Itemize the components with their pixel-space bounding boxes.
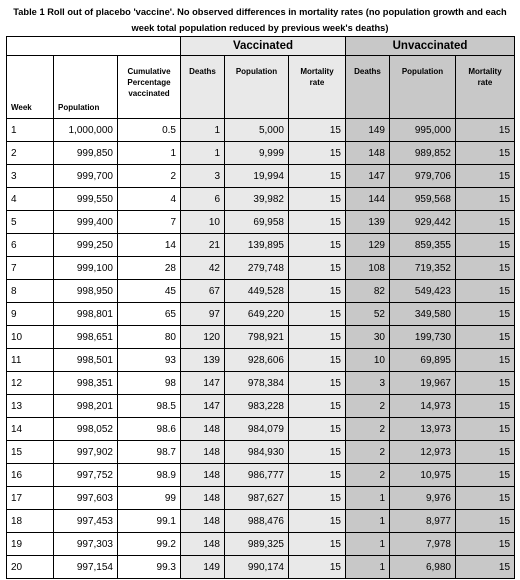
cell-vac-mortality: 15 bbox=[289, 533, 346, 556]
group-header-unvaccinated: Unvaccinated bbox=[346, 37, 515, 56]
cell-vac-mortality: 15 bbox=[289, 372, 346, 395]
cell-cumulative: 98 bbox=[118, 372, 181, 395]
cell-week: 1 bbox=[7, 119, 54, 142]
cell-unv-population: 8,977 bbox=[390, 510, 456, 533]
cell-unv-mortality: 15 bbox=[456, 234, 515, 257]
table-row bbox=[7, 257, 515, 280]
cell-vac-deaths: 97 bbox=[181, 303, 225, 326]
cell-unv-population: 14,973 bbox=[390, 395, 456, 418]
cell-week: 4 bbox=[7, 188, 54, 211]
cell-unv-deaths: 147 bbox=[346, 165, 390, 188]
cell-vac-deaths: 147 bbox=[181, 395, 225, 418]
cell-unv-deaths: 2 bbox=[346, 418, 390, 441]
cell-unv-population: 6,980 bbox=[390, 556, 456, 579]
cell-vac-population: 9,999 bbox=[225, 142, 289, 165]
cell-population: 999,250 bbox=[54, 234, 118, 257]
cell-vac-population: 69,958 bbox=[225, 211, 289, 234]
cell-unv-deaths: 108 bbox=[346, 257, 390, 280]
cell-week: 2 bbox=[7, 142, 54, 165]
cell-unv-deaths: 10 bbox=[346, 349, 390, 372]
cell-cumulative: 2 bbox=[118, 165, 181, 188]
cell-unv-mortality: 15 bbox=[456, 533, 515, 556]
cell-vac-deaths: 67 bbox=[181, 280, 225, 303]
cell-unv-deaths: 1 bbox=[346, 487, 390, 510]
cell-week: 18 bbox=[7, 510, 54, 533]
cell-week: 20 bbox=[7, 556, 54, 579]
cell-unv-deaths: 2 bbox=[346, 395, 390, 418]
group-header-blank bbox=[7, 37, 181, 56]
cell-unv-mortality: 15 bbox=[456, 441, 515, 464]
cell-week: 5 bbox=[7, 211, 54, 234]
cell-population: 997,453 bbox=[54, 510, 118, 533]
cell-cumulative: 80 bbox=[118, 326, 181, 349]
cell-vac-deaths: 148 bbox=[181, 418, 225, 441]
cell-unv-deaths: 30 bbox=[346, 326, 390, 349]
cell-vac-mortality: 15 bbox=[289, 395, 346, 418]
table-row bbox=[7, 372, 515, 395]
cell-unv-population: 549,423 bbox=[390, 280, 456, 303]
table-row bbox=[7, 533, 515, 556]
cell-vac-deaths: 148 bbox=[181, 487, 225, 510]
cell-unv-mortality: 15 bbox=[456, 510, 515, 533]
cell-vac-population: 990,174 bbox=[225, 556, 289, 579]
cell-unv-population: 349,580 bbox=[390, 303, 456, 326]
cell-vac-population: 798,921 bbox=[225, 326, 289, 349]
cell-week: 9 bbox=[7, 303, 54, 326]
col-header-population: Population bbox=[54, 56, 118, 119]
col-header-vac-population: Population bbox=[225, 56, 289, 119]
cell-population: 998,651 bbox=[54, 326, 118, 349]
cell-vac-population: 988,476 bbox=[225, 510, 289, 533]
cell-vac-population: 449,528 bbox=[225, 280, 289, 303]
cell-unv-deaths: 144 bbox=[346, 188, 390, 211]
cell-vac-mortality: 15 bbox=[289, 280, 346, 303]
cell-vac-deaths: 1 bbox=[181, 142, 225, 165]
cell-vac-mortality: 15 bbox=[289, 326, 346, 349]
cell-population: 998,801 bbox=[54, 303, 118, 326]
table-row bbox=[7, 326, 515, 349]
cell-unv-mortality: 15 bbox=[456, 303, 515, 326]
cell-population: 998,201 bbox=[54, 395, 118, 418]
cell-vac-deaths: 1 bbox=[181, 119, 225, 142]
table-row bbox=[7, 441, 515, 464]
cell-week: 6 bbox=[7, 234, 54, 257]
cell-vac-mortality: 15 bbox=[289, 165, 346, 188]
cell-unv-population: 10,975 bbox=[390, 464, 456, 487]
table-row bbox=[7, 418, 515, 441]
cell-week: 17 bbox=[7, 487, 54, 510]
cell-unv-mortality: 15 bbox=[456, 349, 515, 372]
cell-cumulative: 99.2 bbox=[118, 533, 181, 556]
cell-population: 997,303 bbox=[54, 533, 118, 556]
cell-unv-deaths: 82 bbox=[346, 280, 390, 303]
cell-cumulative: 99.3 bbox=[118, 556, 181, 579]
table-row bbox=[7, 142, 515, 165]
cell-vac-population: 983,228 bbox=[225, 395, 289, 418]
cell-vac-population: 19,994 bbox=[225, 165, 289, 188]
col-header-week: Week bbox=[7, 56, 54, 119]
table-row bbox=[7, 188, 515, 211]
cell-week: 3 bbox=[7, 165, 54, 188]
cell-unv-deaths: 3 bbox=[346, 372, 390, 395]
cell-population: 998,351 bbox=[54, 372, 118, 395]
cell-cumulative: 4 bbox=[118, 188, 181, 211]
cell-population: 997,154 bbox=[54, 556, 118, 579]
cell-vac-mortality: 15 bbox=[289, 556, 346, 579]
cell-week: 14 bbox=[7, 418, 54, 441]
cell-cumulative: 98.9 bbox=[118, 464, 181, 487]
cell-unv-population: 979,706 bbox=[390, 165, 456, 188]
cell-cumulative: 93 bbox=[118, 349, 181, 372]
col-header-unv-population: Population bbox=[390, 56, 456, 119]
cell-cumulative: 45 bbox=[118, 280, 181, 303]
cell-vac-mortality: 15 bbox=[289, 441, 346, 464]
cell-population: 999,100 bbox=[54, 257, 118, 280]
cell-vac-deaths: 147 bbox=[181, 372, 225, 395]
cell-cumulative: 7 bbox=[118, 211, 181, 234]
table-row bbox=[7, 556, 515, 579]
cell-unv-population: 995,000 bbox=[390, 119, 456, 142]
table-row bbox=[7, 487, 515, 510]
cell-week: 10 bbox=[7, 326, 54, 349]
col-header-unv-deaths: Deaths bbox=[346, 56, 390, 119]
cell-cumulative: 65 bbox=[118, 303, 181, 326]
cell-unv-deaths: 1 bbox=[346, 556, 390, 579]
cell-week: 15 bbox=[7, 441, 54, 464]
cell-unv-deaths: 148 bbox=[346, 142, 390, 165]
cell-unv-population: 7,978 bbox=[390, 533, 456, 556]
cell-unv-population: 959,568 bbox=[390, 188, 456, 211]
cell-vac-mortality: 15 bbox=[289, 487, 346, 510]
cell-week: 8 bbox=[7, 280, 54, 303]
cell-population: 999,850 bbox=[54, 142, 118, 165]
cell-unv-mortality: 15 bbox=[456, 326, 515, 349]
cell-unv-population: 69,895 bbox=[390, 349, 456, 372]
cell-unv-mortality: 15 bbox=[456, 487, 515, 510]
cell-vac-deaths: 42 bbox=[181, 257, 225, 280]
cell-vac-population: 986,777 bbox=[225, 464, 289, 487]
table-row bbox=[7, 349, 515, 372]
cell-unv-deaths: 149 bbox=[346, 119, 390, 142]
cell-week: 7 bbox=[7, 257, 54, 280]
cell-unv-deaths: 2 bbox=[346, 464, 390, 487]
cell-vac-mortality: 15 bbox=[289, 142, 346, 165]
cell-vac-mortality: 15 bbox=[289, 211, 346, 234]
cell-unv-population: 13,973 bbox=[390, 418, 456, 441]
cell-vac-deaths: 148 bbox=[181, 533, 225, 556]
table-row bbox=[7, 234, 515, 257]
cell-vac-mortality: 15 bbox=[289, 510, 346, 533]
cell-unv-mortality: 15 bbox=[456, 395, 515, 418]
cell-population: 999,550 bbox=[54, 188, 118, 211]
cell-vac-deaths: 3 bbox=[181, 165, 225, 188]
cell-unv-population: 859,355 bbox=[390, 234, 456, 257]
cell-unv-mortality: 15 bbox=[456, 418, 515, 441]
cell-vac-mortality: 15 bbox=[289, 464, 346, 487]
cell-week: 13 bbox=[7, 395, 54, 418]
cell-vac-deaths: 10 bbox=[181, 211, 225, 234]
col-header-vac-mortality: Mortality rate bbox=[289, 56, 346, 119]
mortality-table bbox=[6, 36, 515, 579]
cell-population: 1,000,000 bbox=[54, 119, 118, 142]
table-row bbox=[7, 510, 515, 533]
cell-unv-population: 12,973 bbox=[390, 441, 456, 464]
cell-unv-population: 19,967 bbox=[390, 372, 456, 395]
col-header-vac-deaths: Deaths bbox=[181, 56, 225, 119]
table-row bbox=[7, 211, 515, 234]
cell-vac-population: 984,079 bbox=[225, 418, 289, 441]
cell-unv-mortality: 15 bbox=[456, 165, 515, 188]
cell-unv-deaths: 52 bbox=[346, 303, 390, 326]
cell-unv-mortality: 15 bbox=[456, 280, 515, 303]
cell-unv-mortality: 15 bbox=[456, 142, 515, 165]
cell-population: 998,501 bbox=[54, 349, 118, 372]
cell-vac-population: 39,982 bbox=[225, 188, 289, 211]
cell-vac-population: 978,384 bbox=[225, 372, 289, 395]
cell-vac-deaths: 120 bbox=[181, 326, 225, 349]
cell-unv-mortality: 15 bbox=[456, 556, 515, 579]
cell-unv-population: 929,442 bbox=[390, 211, 456, 234]
cell-population: 998,950 bbox=[54, 280, 118, 303]
cell-vac-deaths: 148 bbox=[181, 441, 225, 464]
table-row bbox=[7, 119, 515, 142]
cell-cumulative: 99.1 bbox=[118, 510, 181, 533]
col-header-unv-mortality: Mortality rate bbox=[456, 56, 515, 119]
cell-vac-deaths: 21 bbox=[181, 234, 225, 257]
cell-population: 999,400 bbox=[54, 211, 118, 234]
column-header-row bbox=[7, 56, 515, 119]
cell-vac-mortality: 15 bbox=[289, 234, 346, 257]
cell-vac-population: 989,325 bbox=[225, 533, 289, 556]
table-caption: Table 1 Roll out of placebo 'vaccine'. No observed differences in mortality rates (no population growth and each week total population reduced by previous week's deaths) bbox=[13, 7, 507, 33]
cell-vac-deaths: 149 bbox=[181, 556, 225, 579]
cell-cumulative: 99 bbox=[118, 487, 181, 510]
cell-week: 16 bbox=[7, 464, 54, 487]
cell-unv-mortality: 15 bbox=[456, 119, 515, 142]
cell-vac-mortality: 15 bbox=[289, 349, 346, 372]
cell-vac-mortality: 15 bbox=[289, 303, 346, 326]
cell-cumulative: 14 bbox=[118, 234, 181, 257]
cell-cumulative: 1 bbox=[118, 142, 181, 165]
table-row bbox=[7, 395, 515, 418]
group-header-vaccinated: Vaccinated bbox=[181, 37, 346, 56]
table-row bbox=[7, 165, 515, 188]
cell-vac-population: 279,748 bbox=[225, 257, 289, 280]
cell-population: 999,700 bbox=[54, 165, 118, 188]
cell-cumulative: 98.7 bbox=[118, 441, 181, 464]
cell-population: 998,052 bbox=[54, 418, 118, 441]
cell-vac-mortality: 15 bbox=[289, 418, 346, 441]
cell-unv-deaths: 2 bbox=[346, 441, 390, 464]
cell-vac-population: 5,000 bbox=[225, 119, 289, 142]
cell-unv-population: 199,730 bbox=[390, 326, 456, 349]
table-body bbox=[7, 119, 515, 579]
cell-unv-deaths: 1 bbox=[346, 533, 390, 556]
cell-vac-deaths: 148 bbox=[181, 510, 225, 533]
table-row bbox=[7, 464, 515, 487]
cell-vac-population: 987,627 bbox=[225, 487, 289, 510]
cell-vac-deaths: 6 bbox=[181, 188, 225, 211]
cell-vac-deaths: 139 bbox=[181, 349, 225, 372]
cell-unv-mortality: 15 bbox=[456, 464, 515, 487]
cell-unv-mortality: 15 bbox=[456, 372, 515, 395]
cell-population: 997,902 bbox=[54, 441, 118, 464]
cell-cumulative: 28 bbox=[118, 257, 181, 280]
cell-population: 997,752 bbox=[54, 464, 118, 487]
cell-vac-mortality: 15 bbox=[289, 257, 346, 280]
cell-vac-deaths: 148 bbox=[181, 464, 225, 487]
group-header-row bbox=[7, 37, 515, 56]
cell-unv-deaths: 1 bbox=[346, 510, 390, 533]
cell-vac-population: 139,895 bbox=[225, 234, 289, 257]
table-row bbox=[7, 280, 515, 303]
table-row bbox=[7, 303, 515, 326]
col-header-cumulative: Cumulative Percentage vaccinated bbox=[118, 56, 181, 119]
cell-unv-mortality: 15 bbox=[456, 211, 515, 234]
cell-vac-population: 984,930 bbox=[225, 441, 289, 464]
cell-vac-mortality: 15 bbox=[289, 119, 346, 142]
cell-week: 12 bbox=[7, 372, 54, 395]
cell-unv-deaths: 129 bbox=[346, 234, 390, 257]
cell-vac-mortality: 15 bbox=[289, 188, 346, 211]
cell-week: 19 bbox=[7, 533, 54, 556]
cell-cumulative: 98.6 bbox=[118, 418, 181, 441]
cell-unv-population: 989,852 bbox=[390, 142, 456, 165]
cell-vac-population: 928,606 bbox=[225, 349, 289, 372]
cell-unv-mortality: 15 bbox=[456, 257, 515, 280]
cell-unv-deaths: 139 bbox=[346, 211, 390, 234]
cell-week: 11 bbox=[7, 349, 54, 372]
cell-cumulative: 98.5 bbox=[118, 395, 181, 418]
cell-unv-population: 719,352 bbox=[390, 257, 456, 280]
cell-vac-population: 649,220 bbox=[225, 303, 289, 326]
cell-cumulative: 0.5 bbox=[118, 119, 181, 142]
cell-unv-population: 9,976 bbox=[390, 487, 456, 510]
cell-unv-mortality: 15 bbox=[456, 188, 515, 211]
cell-population: 997,603 bbox=[54, 487, 118, 510]
